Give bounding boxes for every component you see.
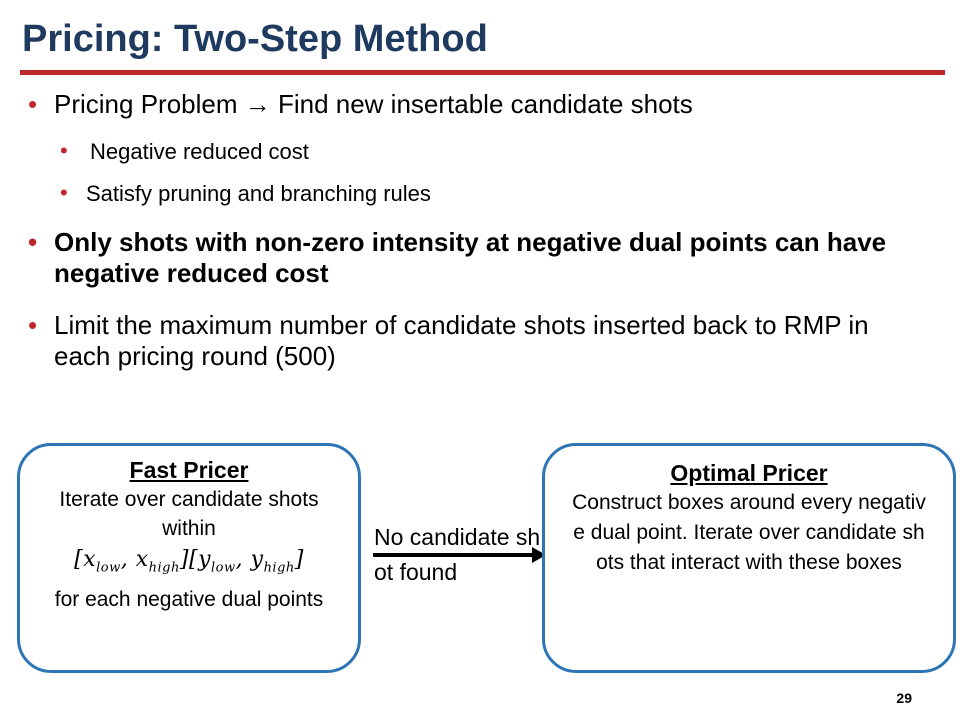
page-number: 29	[896, 690, 912, 706]
bullet-text: Limit the maximum number of candidate shots inserted back to RMP in each pricing round (500)	[54, 310, 869, 371]
optimal-pricer-text: Construct boxes around every negative dual point. Iterate over candidate shots that interact with these boxes	[572, 491, 926, 574]
bullet-pricing-problem	[28, 89, 928, 120]
fast-pricer-box	[17, 443, 361, 673]
sub-bullet-pruning	[60, 181, 431, 207]
bullet-nonzero-intensity	[28, 227, 908, 289]
bullet-limit-candidates	[28, 310, 908, 372]
bullet-dot: •	[28, 310, 38, 340]
sub-bullet-negative-cost	[60, 139, 309, 165]
bullet-text-cont: Find new insertable candidate shots	[270, 89, 693, 119]
range-formula: [$x_{low}$, $x_{high}][y_{low}$, $y_{high}$]	[74, 547, 304, 576]
right-arrow-icon: →	[244, 89, 271, 119]
optimal-pricer-heading: Optimal Pricer	[670, 460, 828, 486]
fast-pricer-heading: Fast Pricer	[129, 457, 249, 483]
bullet-dot: •	[60, 138, 68, 163]
slide-title: Pricing: Two-Step Method	[22, 18, 488, 60]
sub-bullet-text: Negative reduced cost	[90, 139, 309, 164]
arrow-label: No candidate shot found	[374, 524, 541, 585]
bullet-dot: •	[28, 227, 38, 257]
fast-pricer-text-2: for each negative dual points	[54, 588, 324, 612]
title-underline	[20, 70, 945, 75]
bullet-text: Only shots with non-zero intensity at negative dual points can have negative reduced cost	[54, 227, 887, 288]
sub-bullet-text: Satisfy pruning and branching rules	[86, 181, 431, 206]
bullet-dot: •	[28, 89, 38, 119]
optimal-pricer-box	[542, 443, 956, 673]
bullet-dot: •	[60, 180, 68, 205]
fast-pricer-text: Iterate over candidate shots within	[59, 488, 319, 540]
bullet-text: Pricing Problem	[54, 89, 245, 119]
